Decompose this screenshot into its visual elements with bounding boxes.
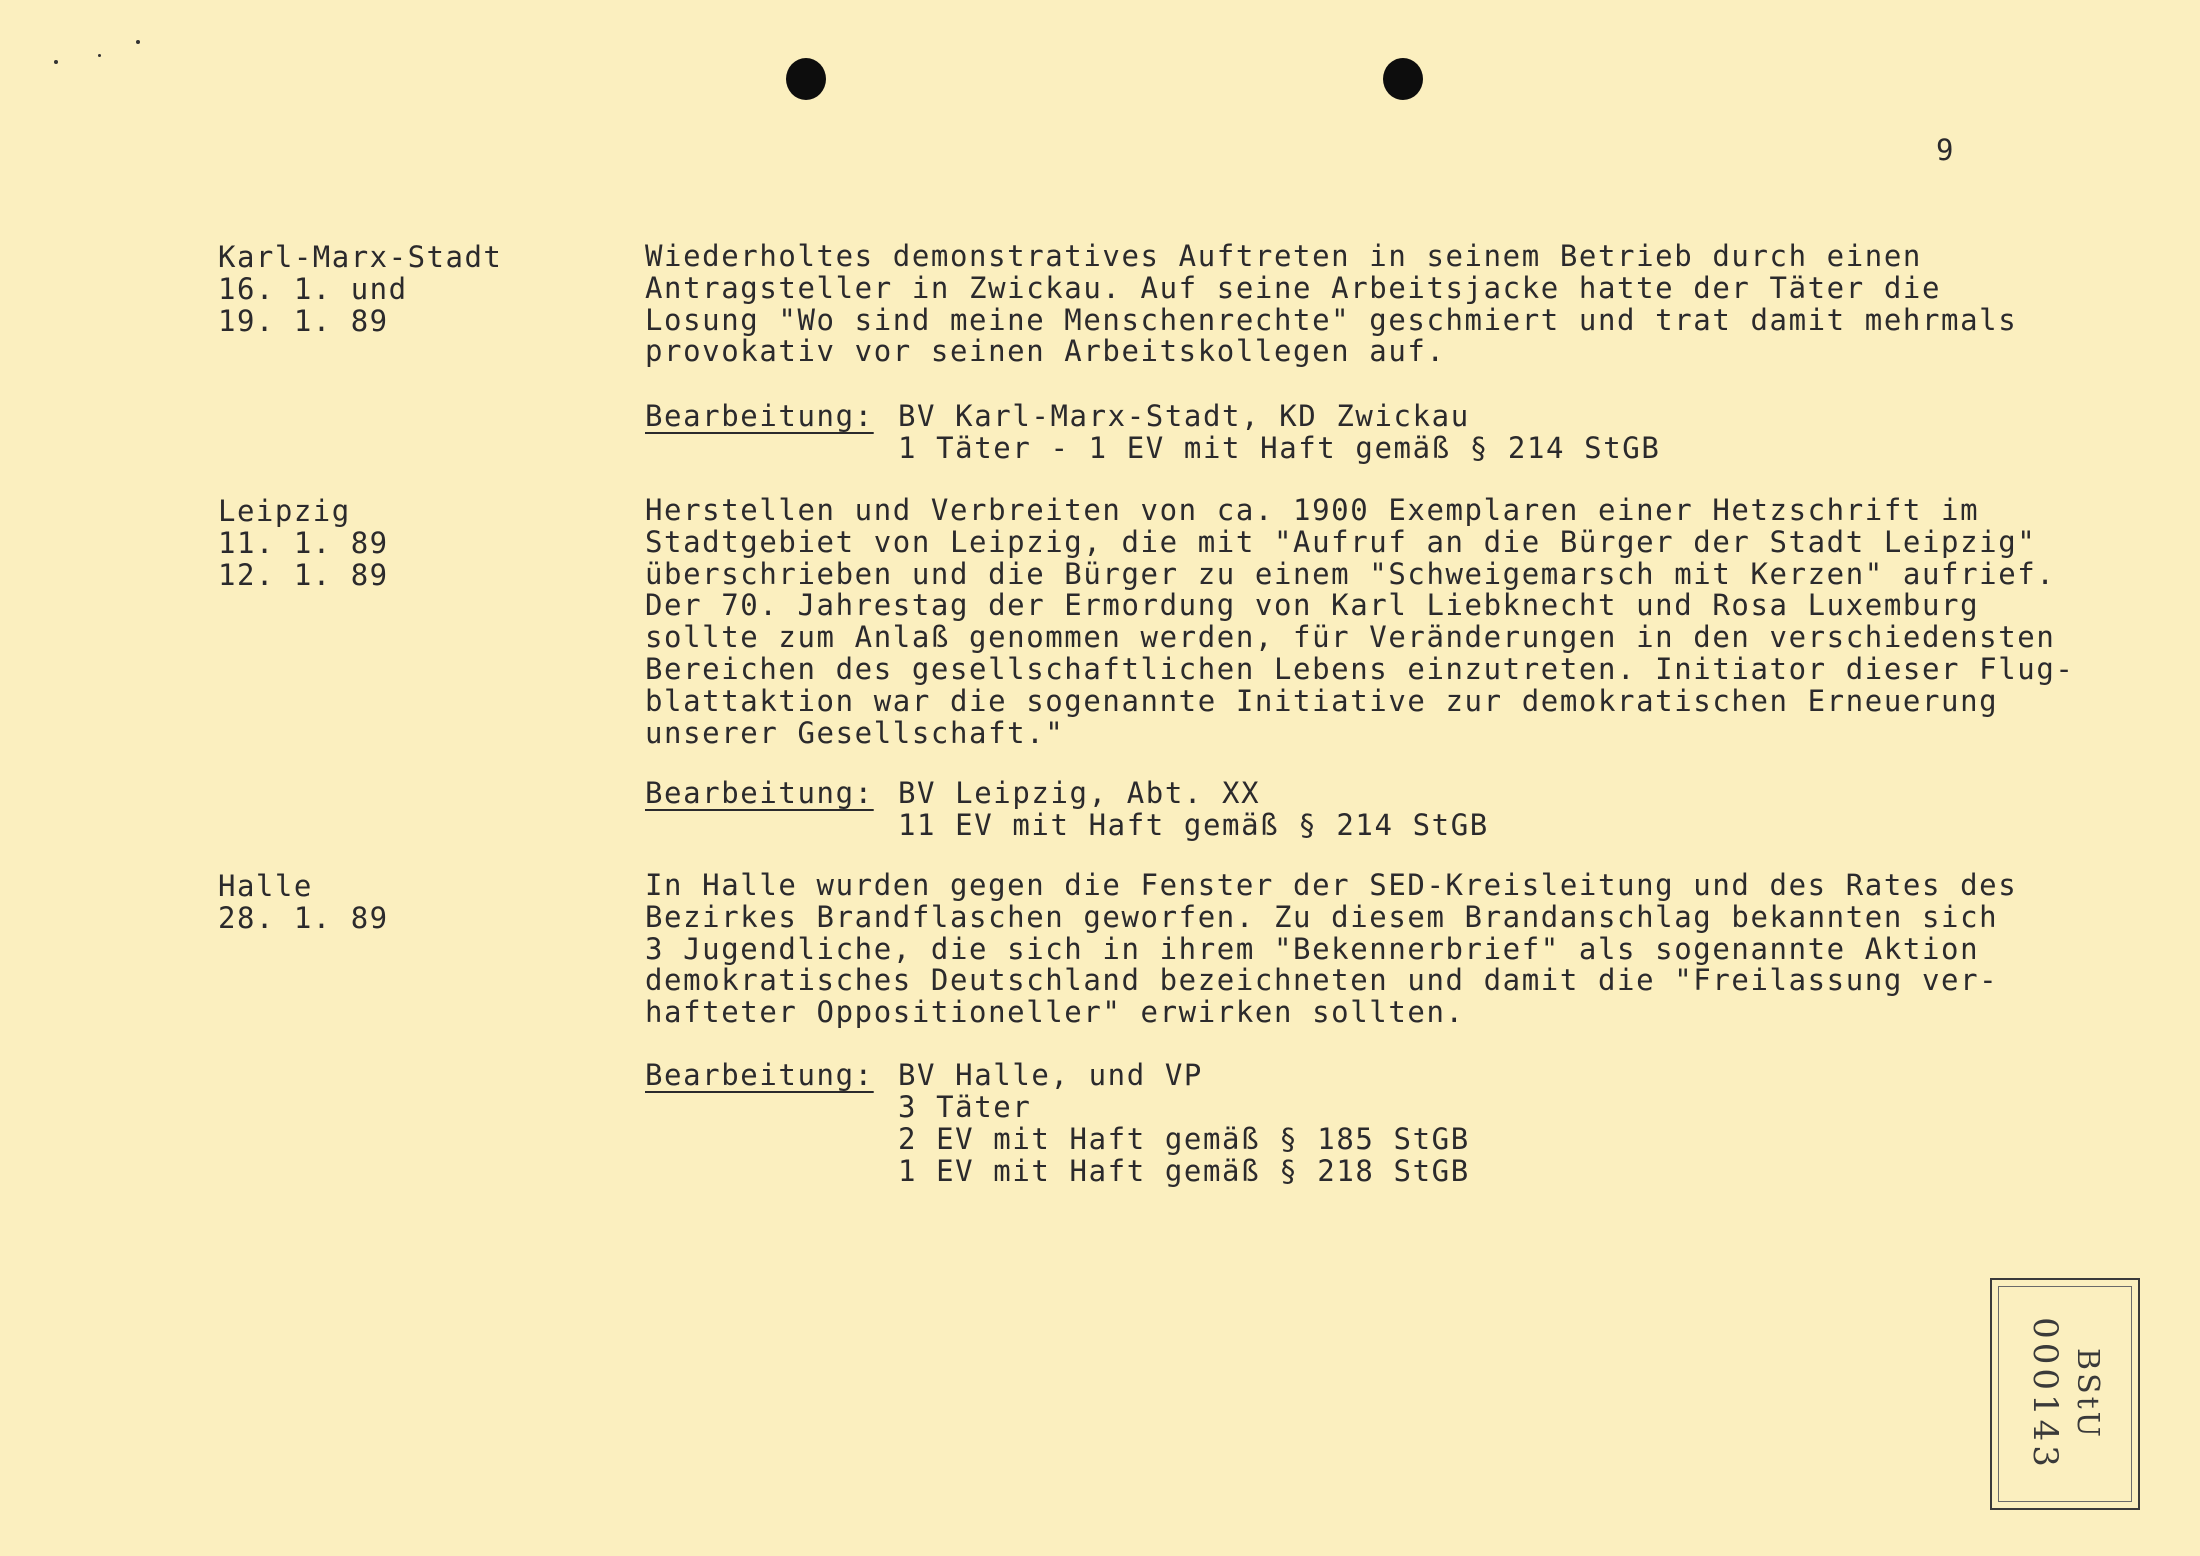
place-name: Halle bbox=[218, 869, 313, 903]
stamp-document-number: 000143 bbox=[2025, 1317, 2065, 1471]
date-line: 12. 1. 89 bbox=[218, 558, 389, 592]
text-line: Losung "Wo sind meine Menschenrechte" geschmiert und trat damit mehrmals bbox=[645, 302, 2018, 337]
text-line: In Halle wurden gegen die Fenster der SED-Kreisleitung und des Rates des bbox=[645, 868, 2018, 902]
date-line: 11. 1. 89 bbox=[218, 526, 389, 560]
text-line: hafteter Oppositioneller" erwirken sollten. bbox=[645, 995, 1465, 1030]
text-line: Antragsteller in Zwickau. Auf seine Arbeitsjacke hatte der Täter die bbox=[645, 270, 1942, 305]
processing-line: 11 EV mit Haft gemäß § 214 StGB bbox=[898, 808, 1489, 842]
date-line: 16. 1. und bbox=[218, 272, 408, 306]
incident-description bbox=[645, 870, 2017, 1029]
text-line: überschrieben und die Bürger zu einem "Schweigemarsch mit Kerzen" aufrief. bbox=[645, 556, 2056, 591]
processing-line: BV Halle, und VP bbox=[898, 1058, 1203, 1092]
processing-line: 3 Täter bbox=[898, 1090, 1032, 1124]
page-number: 9 bbox=[1936, 133, 1956, 167]
incident-description bbox=[645, 495, 2074, 749]
stamp-archive-name: BStU bbox=[2070, 1348, 2105, 1440]
processing-line: BV Karl-Marx-Stadt, KD Zwickau bbox=[898, 399, 1470, 433]
text-line: Stadtgebiet von Leipzig, die mit "Aufruf an die Bürger der Stadt Leipzig" bbox=[645, 524, 2037, 559]
incident-description bbox=[645, 241, 2017, 368]
paper-speck bbox=[54, 60, 58, 64]
processing-line: BV Leipzig, Abt. XX bbox=[898, 776, 1261, 810]
text-line: demokratisches Deutschland bezeichneten und damit die "Freilassung ver- bbox=[645, 963, 1999, 998]
processing-line: 1 EV mit Haft gemäß § 218 StGB bbox=[898, 1154, 1470, 1188]
text-line: 3 Jugendliche, die sich in ihrem "Bekennerbrief" als sogenannte Aktion bbox=[645, 931, 1980, 966]
place-name: Leipzig bbox=[218, 494, 351, 528]
date-line: 28. 1. 89 bbox=[218, 901, 389, 935]
text-line: blattaktion war die sogenannte Initiative zur demokratischen Erneuerung bbox=[645, 683, 1999, 718]
text-line: provokativ vor seinen Arbeitskollegen auf. bbox=[645, 334, 1446, 369]
text-line: Wiederholtes demonstratives Auftreten in seinem Betrieb durch einen bbox=[645, 239, 1922, 273]
processing-line: 1 Täter - 1 EV mit Haft gemäß § 214 StGB bbox=[898, 431, 1661, 465]
date-line: 19. 1. 89 bbox=[218, 304, 389, 338]
archive-stamp bbox=[1990, 1278, 2140, 1510]
place-date bbox=[218, 495, 389, 591]
punch-hole bbox=[786, 58, 826, 100]
processing-line: 2 EV mit Haft gemäß § 185 StGB bbox=[898, 1122, 1470, 1156]
text-line: Der 70. Jahrestag der Ermordung von Karl Liebknecht und Rosa Luxemburg bbox=[645, 588, 1980, 623]
text-line: Herstellen und Verbreiten von ca. 1900 Exemplaren einer Hetzschrift im bbox=[645, 493, 1980, 527]
processing-label: Bearbeitung: bbox=[645, 399, 874, 433]
processing-label: Bearbeitung: bbox=[645, 776, 874, 810]
text-line: Bezirkes Brandflaschen geworfen. Zu diesem Brandanschlag bekannten sich bbox=[645, 899, 1999, 934]
paper-speck bbox=[98, 54, 101, 57]
place-date bbox=[218, 241, 502, 337]
place-date bbox=[218, 870, 389, 934]
processing-label: Bearbeitung: bbox=[645, 1058, 874, 1092]
stamp-text bbox=[2023, 1317, 2107, 1471]
text-line: sollte zum Anlaß genommen werden, für Veränderungen in den verschiedensten bbox=[645, 620, 2056, 655]
text-line: unserer Gesellschaft." bbox=[645, 715, 1065, 750]
text-line: Bereichen des gesellschaftlichen Lebens einzutreten. Initiator dieser Flug- bbox=[645, 651, 2075, 686]
paper-speck bbox=[136, 40, 140, 44]
punch-hole bbox=[1383, 58, 1423, 100]
place-name: Karl-Marx-Stadt bbox=[218, 240, 503, 274]
